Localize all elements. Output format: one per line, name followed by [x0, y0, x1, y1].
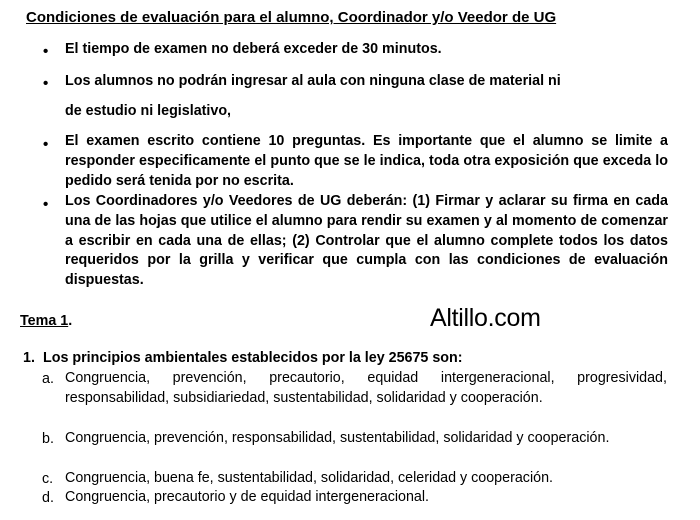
- option-a: Congruencia, prevención, precautorio, equidad intergeneracional, progresividad, responsabilidad, subsidiariedad, sustentabilidad, solidaridad y cooperación.: [65, 370, 667, 406]
- condition-no-material-cont: de estudio ni legislativo,: [65, 103, 232, 119]
- condition-coordinators: Los Coordinadores y/o Veedores de UG deberán: (1) Firmar y aclarar su firma en cada una de las hojas que utilice el alumno para rendir su examen y al momento de comenzar a escribir en cada una de ellas; (2) Controlar que el alumno complete todos los datos requeridos por la grilla y verificar que cumpla con las condiciones de evaluación dispuestas.: [65, 193, 668, 289]
- bullet-marker: •: [43, 75, 49, 92]
- condition-time-limit: El tiempo de examen no deberá exceder de 30 minutos.: [65, 41, 442, 57]
- option-b: Congruencia, prevención, responsabilidad, sustentabilidad, solidaridad y cooperación.: [65, 430, 610, 446]
- option-d: Congruencia, precautorio y de equidad intergeneracional.: [65, 489, 430, 505]
- topic-title: [20, 313, 72, 329]
- condition-written-exam: El examen escrito contiene 10 preguntas. Es importante que el alumno se limite a responder especificamente el punto que se le indica, toda otra exposición que exceda lo pedido será tenida por no escrita.: [65, 133, 668, 189]
- question-number: 1.: [23, 350, 35, 366]
- option-letter: d.: [42, 490, 54, 506]
- option-c: Congruencia, buena fe, sustentabilidad, solidaridad, celeridad y cooperación.: [65, 470, 554, 486]
- bullet-marker: •: [43, 196, 49, 213]
- bullet-marker: •: [43, 136, 49, 153]
- page-heading: Condiciones de evaluación para el alumno, Coordinador y/o Veedor de UG: [26, 9, 557, 26]
- option-letter: c.: [42, 471, 54, 487]
- condition-no-material: Los alumnos no podrán ingresar al aula con ninguna clase de material ni: [65, 73, 561, 89]
- question-text: Los principios ambientales establecidos por la ley 25675 son:: [43, 350, 463, 366]
- bullet-marker: •: [43, 43, 49, 60]
- topic-label: Tema 1: [20, 313, 69, 329]
- option-letter: b.: [42, 431, 54, 447]
- topic-suffix: .: [68, 313, 73, 329]
- watermark-logo: Altillo.com: [430, 304, 541, 332]
- option-letter: a.: [42, 371, 54, 387]
